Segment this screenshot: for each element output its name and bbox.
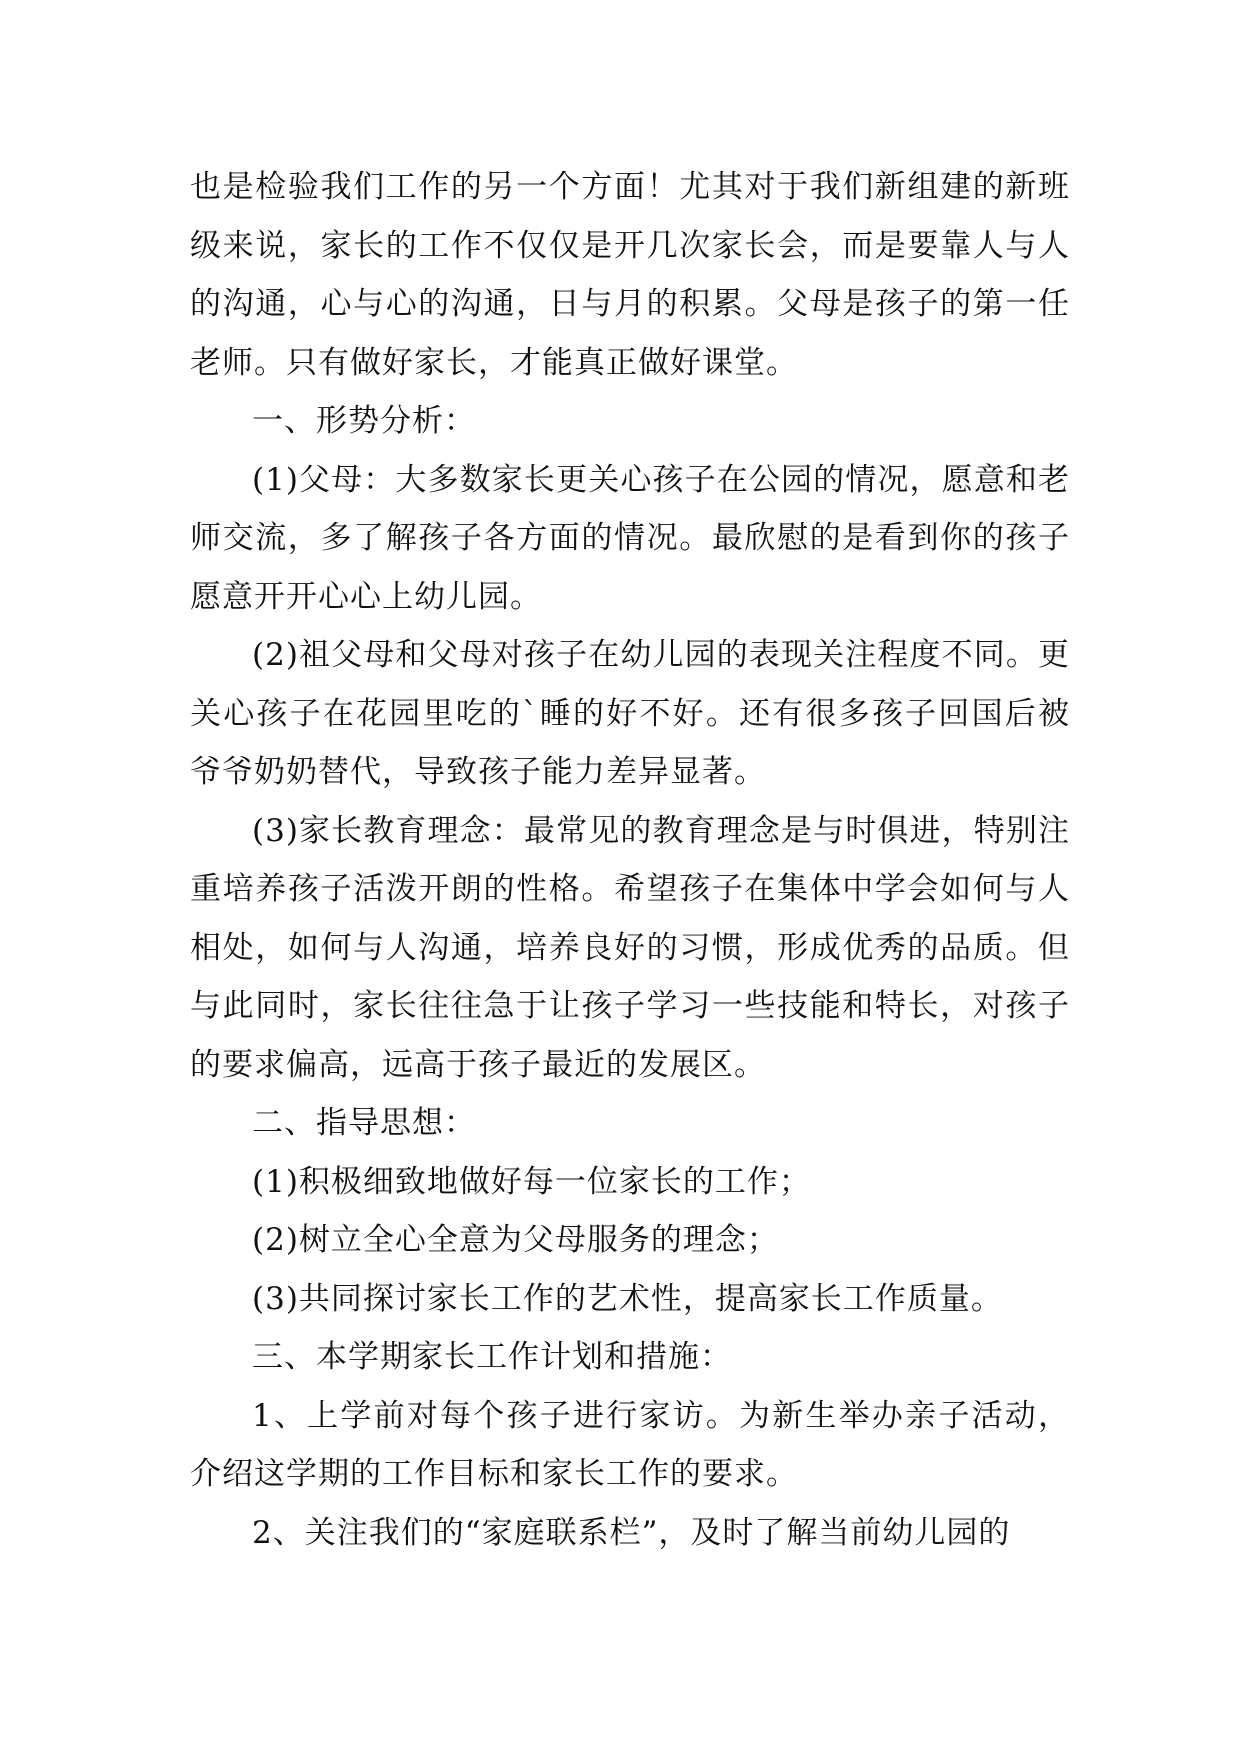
document-body [190, 158, 1070, 1562]
paragraph-education-concept: (3)家长教育理念：最常见的教育理念是与时俱进，特别注重培养孩子活泼开朗的性格。希望孩子在集体中学会如何与人相处，如何与人沟通，培养良好的习惯，形成优秀的品质。但与此同时，家长往往急于让孩子学习一些技能和特长，对孩子的要求偏高，远高于孩子最近的发展区。 [190, 812, 1070, 1083]
list-item-guiding-1: (1)积极细致地做好每一位家长的工作； [252, 1163, 811, 1200]
list-item-guiding-3: (3)共同探讨家长工作的艺术性，提高家长工作质量。 [252, 1280, 1003, 1317]
list-item-plan-1: 1、上学前对每个孩子进行家访。为新生举办亲子活动，介绍这学期的工作目标和家长工作的要求。 [190, 1397, 1070, 1492]
paragraph-intro-continuation: 也是检验我们工作的另一个方面！尤其对于我们新组建的新班级来说，家长的工作不仅仅是开几次家长会，而是要靠人与人的沟通，心与心的沟通，日与月的积累。父母是孩子的第一任老师。只有做好家长，才能真正做好课堂。 [190, 169, 1070, 381]
section-heading-situation-analysis: 一、形势分析： [252, 403, 476, 439]
list-item-guiding-2: (2)树立全心全意为父母服务的理念； [252, 1222, 779, 1258]
section-heading-guiding-ideology: 二、指导思想： [252, 1105, 476, 1141]
list-item-plan-2: 2、关注我们的“家庭联系栏”，及时了解当前幼儿园的 [252, 1514, 1011, 1551]
paragraph-grandparents: (2)祖父母和父母对孩子在幼儿园的表现关注程度不同。更关心孩子在花园里吃的`睡的好不好。还有很多孩子回国后被爷爷奶奶替代，导致孩子能力差异显著。 [190, 637, 1070, 790]
section-heading-plan-measures: 三、本学期家长工作计划和措施： [252, 1339, 732, 1375]
paragraph-parents: (1)父母：大多数家长更关心孩子在公园的情况，愿意和老师交流，多了解孩子各方面的情况。最欣慰的是看到你的孩子愿意开开心心上幼儿园。 [190, 461, 1070, 615]
